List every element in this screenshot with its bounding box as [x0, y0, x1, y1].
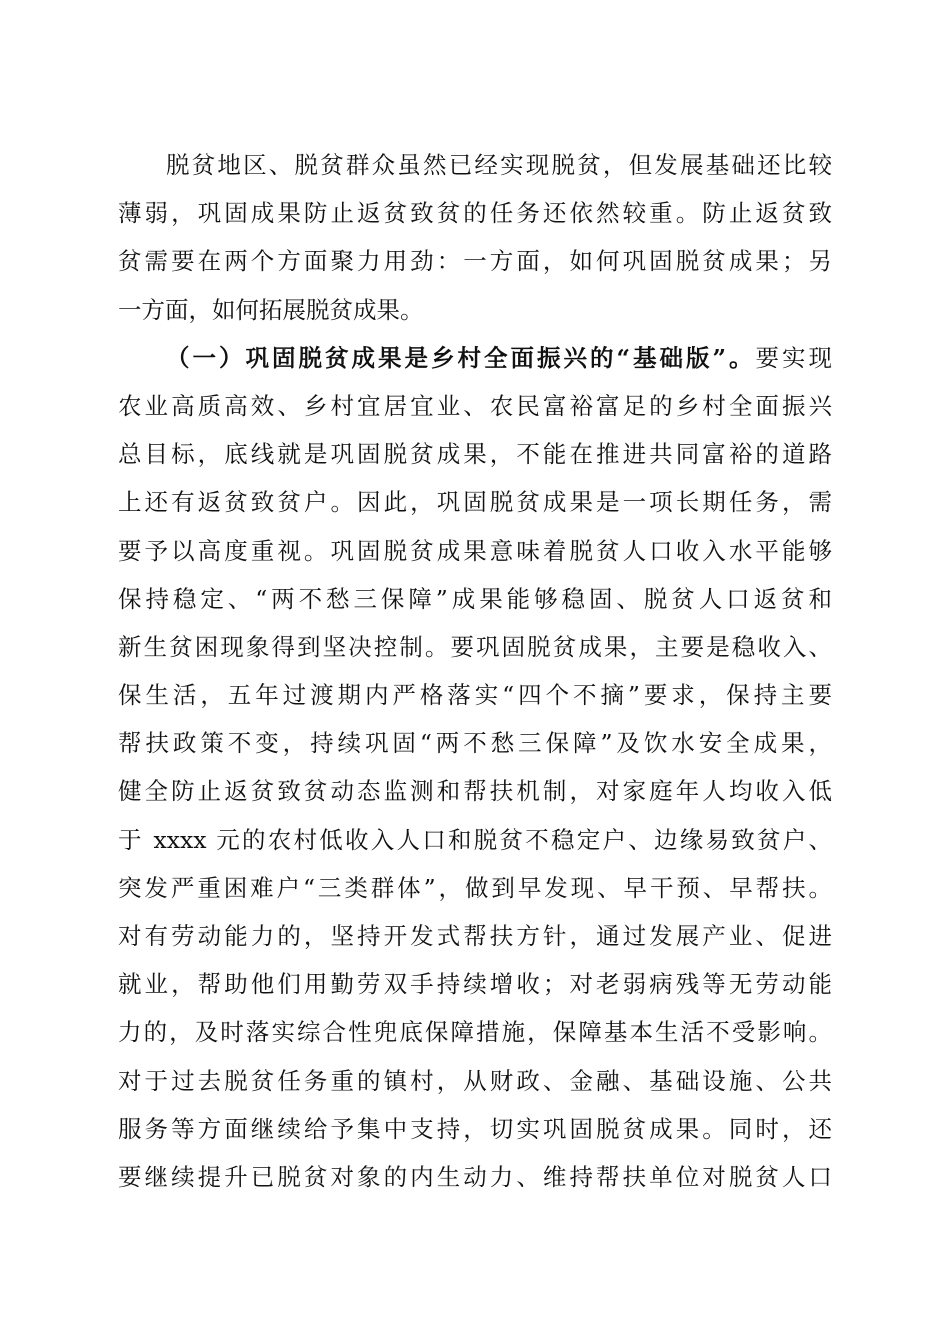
paragraph-intro — [118, 141, 832, 334]
text-line: 要继续提升已脱贫对象的内生动力、维持帮扶单位对脱贫人口 — [118, 1162, 832, 1191]
text-line: 于 xxxx 元的农村低收入人口和脱贫不稳定户、边缘易致贫户、 — [118, 825, 832, 854]
text-line: 一方面，如何拓展脱贫成果。 — [118, 295, 424, 324]
section-first-line — [118, 334, 832, 382]
text-line: 力的，及时落实综合性兜底保障措施，保障基本生活不受影响。 — [118, 1018, 832, 1047]
text-line: 贫需要在两个方面聚力用劲：一方面，如何巩固脱贫成果；另 — [118, 247, 832, 276]
text-line: 保持稳定、“两不愁三保障”成果能够稳固、脱贫人口返贫和 — [118, 584, 832, 613]
text-line: 对于过去脱贫任务重的镇村，从财政、金融、基础设施、公共 — [118, 1066, 832, 1095]
text-line: 要予以高度重视。巩固脱贫成果意味着脱贫人口收入水平能够 — [118, 536, 832, 565]
text-line: 总目标，底线就是巩固脱贫成果，不能在推进共同富裕的道路 — [118, 440, 832, 469]
text-line: 脱贫地区、脱贫群众虽然已经实现脱贫，但发展基础还比较 — [166, 151, 832, 179]
heading-continuation: 要实现 — [755, 343, 832, 372]
text-line: 对有劳动能力的，坚持开发式帮扶方针，通过发展产业、促进 — [118, 922, 832, 950]
text-line: 上还有返贫致贫户。因此，巩固脱贫成果是一项长期任务，需 — [118, 488, 832, 517]
text-line: 突发严重困难户“三类群体”，做到早发现、早干预、早帮扶。 — [118, 873, 832, 902]
text-line: 薄弱，巩固成果防止返贫致贫的任务还依然较重。防止返贫致 — [118, 199, 832, 228]
text-line: 农业高质高效、乡村宜居宜业、农民富裕富足的乡村全面振兴 — [118, 391, 832, 420]
paragraph-section-1 — [118, 334, 832, 1201]
document-body — [118, 141, 832, 1201]
text-line: 帮扶政策不变，持续巩固“两不愁三保障”及饮水安全成果， — [118, 729, 832, 758]
text-line: 保生活，五年过渡期内严格落实“四个不摘”要求，保持主要 — [118, 681, 832, 710]
text-line: 就业，帮助他们用勤劳双手持续增收；对老弱病残等无劳动能 — [118, 970, 832, 999]
section-heading: （一）巩固脱贫成果是乡村全面振兴的“基础版”。 — [166, 343, 756, 372]
text-line: 新生贫困现象得到坚决控制。要巩固脱贫成果，主要是稳收入、 — [118, 632, 832, 661]
text-line: 健全防止返贫致贫动态监测和帮扶机制，对家庭年人均收入低 — [118, 777, 832, 806]
text-line: 服务等方面继续给予集中支持，切实巩固脱贫成果。同时，还 — [118, 1114, 832, 1143]
